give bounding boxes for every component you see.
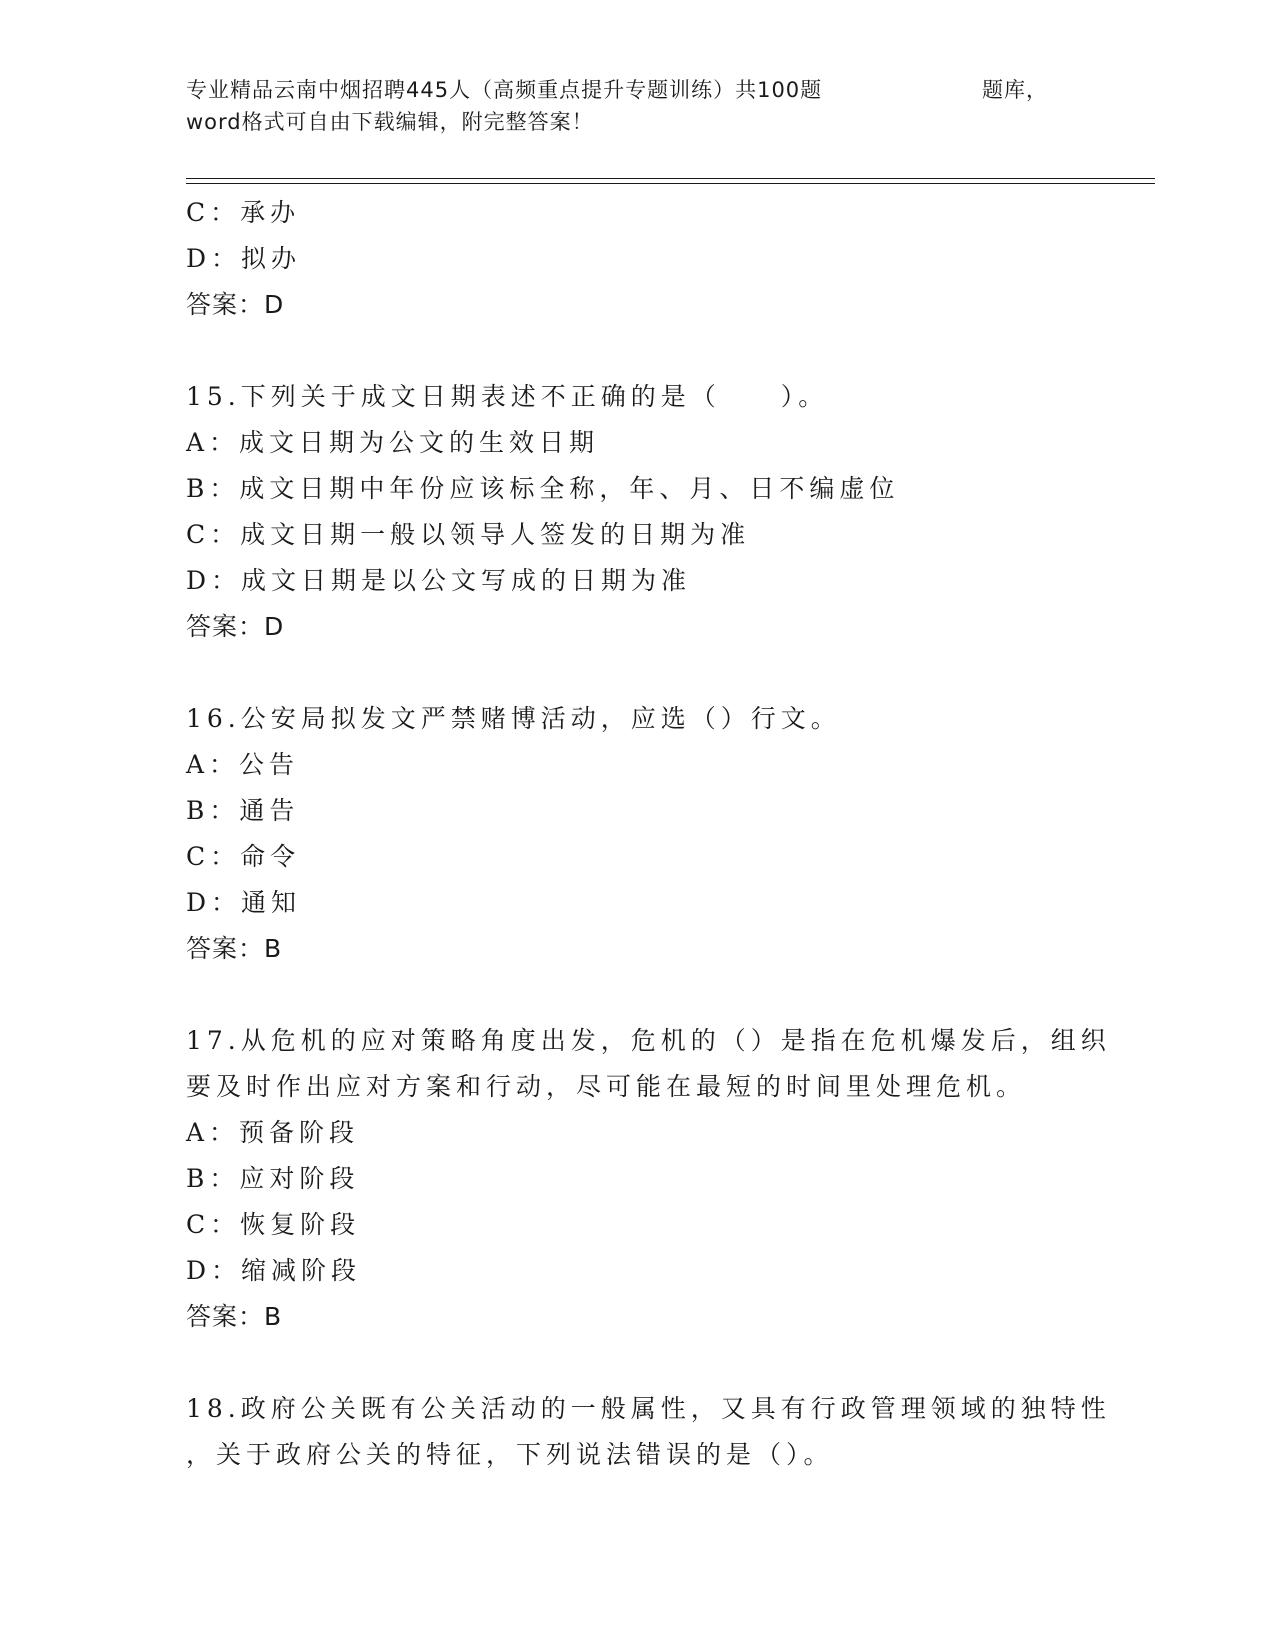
- answer-line: 答案：B: [186, 1302, 283, 1331]
- question-18-stem-line1: 18.政府公关既有公关活动的一般属性，又具有行政管理领域的独特性: [186, 1394, 1111, 1423]
- option-c: C：命令: [186, 842, 301, 871]
- option-a: A：预备阶段: [186, 1118, 360, 1147]
- question-content: [186, 190, 1111, 1478]
- answer-line: 答案：B: [186, 934, 283, 963]
- spacer: [186, 650, 1086, 696]
- question-16-stem: 16.公安局拟发文严禁赌博活动，应选（）行文。: [186, 704, 841, 733]
- option-b: B：通告: [186, 796, 300, 825]
- option-a: A：成文日期为公文的生效日期: [186, 428, 600, 457]
- option-b: B：应对阶段: [186, 1164, 360, 1193]
- option-c: C：成文日期一般以领导人签发的日期为准: [186, 520, 751, 549]
- page-header: [186, 74, 1086, 138]
- option-d: D：成文日期是以公文写成的日期为准: [186, 566, 692, 595]
- header-title-suffix: 题库，: [982, 78, 1048, 102]
- option-c: C：恢复阶段: [186, 1210, 361, 1239]
- header-rule-top: [186, 178, 1155, 179]
- option-d: D：缩减阶段: [186, 1256, 362, 1285]
- header-title: 专业精品云南中烟招聘445人（高频重点提升专题训练）共100题: [186, 78, 823, 102]
- option-b: B：成文日期中年份应该标全称，年、月、日不编虚位: [186, 474, 900, 503]
- answer-line: 答案：D: [186, 612, 285, 641]
- question-17-stem-line1: 17.从危机的应对策略角度出发，危机的（）是指在危机爆发后，组织: [186, 1026, 1111, 1055]
- spacer: [186, 328, 1086, 374]
- header-subtitle: word格式可自由下载编辑，附完整答案！: [186, 110, 594, 134]
- header-title-line: [186, 74, 1086, 106]
- question-17-stem-line2: 要及时作出应对方案和行动，尽可能在最短的时间里处理危机。: [186, 1072, 1027, 1101]
- question-15-stem: 15.下列关于成文日期表述不正确的是（ ）。: [186, 382, 829, 411]
- option-d: D：拟办: [186, 244, 302, 273]
- spacer: [186, 972, 1086, 1018]
- option-a: A：公告: [186, 750, 300, 779]
- option-c: C：承办: [186, 198, 301, 227]
- header-rule-bottom: [186, 183, 1155, 184]
- spacer: [186, 1340, 1086, 1386]
- option-d: D：通知: [186, 888, 302, 917]
- answer-line: 答案：D: [186, 290, 285, 319]
- question-18-stem-line2: ，关于政府公关的特征，下列说法错误的是（）。: [186, 1440, 834, 1469]
